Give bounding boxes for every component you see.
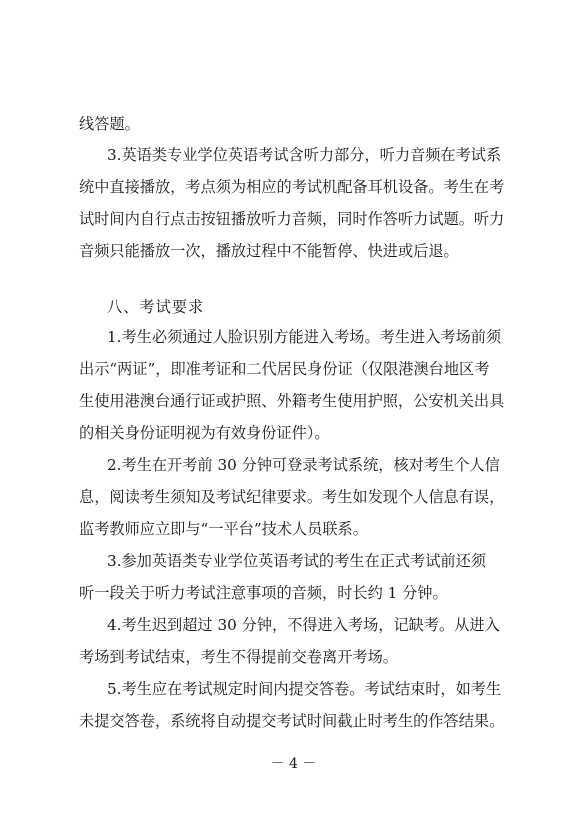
paragraph-line: 听一段关于听力考试注意事项的音频，时长约 1 分钟。	[79, 584, 448, 602]
paragraph-line: 5.考生应在考试规定时间内提交答卷。考试结束时，如考生	[107, 680, 502, 698]
paragraph-line: 3.参加英语类专业学位英语考试的考生在正式考试前还须	[107, 552, 486, 570]
paragraph-line: 考场到考试结束，考生不得提前交卷离开考场。	[79, 648, 398, 666]
paragraph-line: 音频只能播放一次，播放过程中不能暂停、快进或后退。	[79, 242, 459, 260]
paragraph-line: 3.英语类专业学位英语考试含听力部分，听力音频在考试系	[107, 146, 502, 164]
page-number: － 4 －	[270, 756, 317, 772]
paragraph-line: 统中直接播放，考点须为相应的考试机配备耳机设备。考生在考	[79, 178, 505, 196]
paragraph-line: 试时间内自行点击按钮播放听力音频，同时作答听力试题。听力	[79, 210, 505, 228]
paragraph-line: 线答题。	[79, 115, 140, 133]
paragraph-line: 监考教师应立即与“一平台”技术人员联系。	[79, 520, 368, 538]
paragraph-line: 4.考生迟到超过 30 分钟，不得进入考场，记缺考。从进入	[107, 616, 500, 634]
paragraph-line: 未提交答卷，系统将自动提交考试时间截止时考生的作答结果。	[79, 712, 505, 730]
paragraph-line: 1.考生必须通过人脸识别方能进入考场。考生进入考场前须	[107, 328, 502, 346]
paragraph-line: 息，阅读考生须知及考试纪律要求。考生如发现个人信息有误，	[79, 488, 505, 506]
section-heading: 八、考试要求	[107, 298, 205, 316]
paragraph-line: 2.考生在开考前 30 分钟可登录考试系统，核对考生个人信	[107, 456, 500, 474]
paragraph-line: 生使用港澳台通行证或护照、外籍考生使用护照，公安机关出具	[79, 392, 505, 410]
paragraph-line: 的相关身份证明视为有效身份证件）。	[79, 424, 330, 442]
paragraph-line: 出示“两证”，即准考证和二代居民身份证（仅限港澳台地区考	[79, 360, 490, 378]
